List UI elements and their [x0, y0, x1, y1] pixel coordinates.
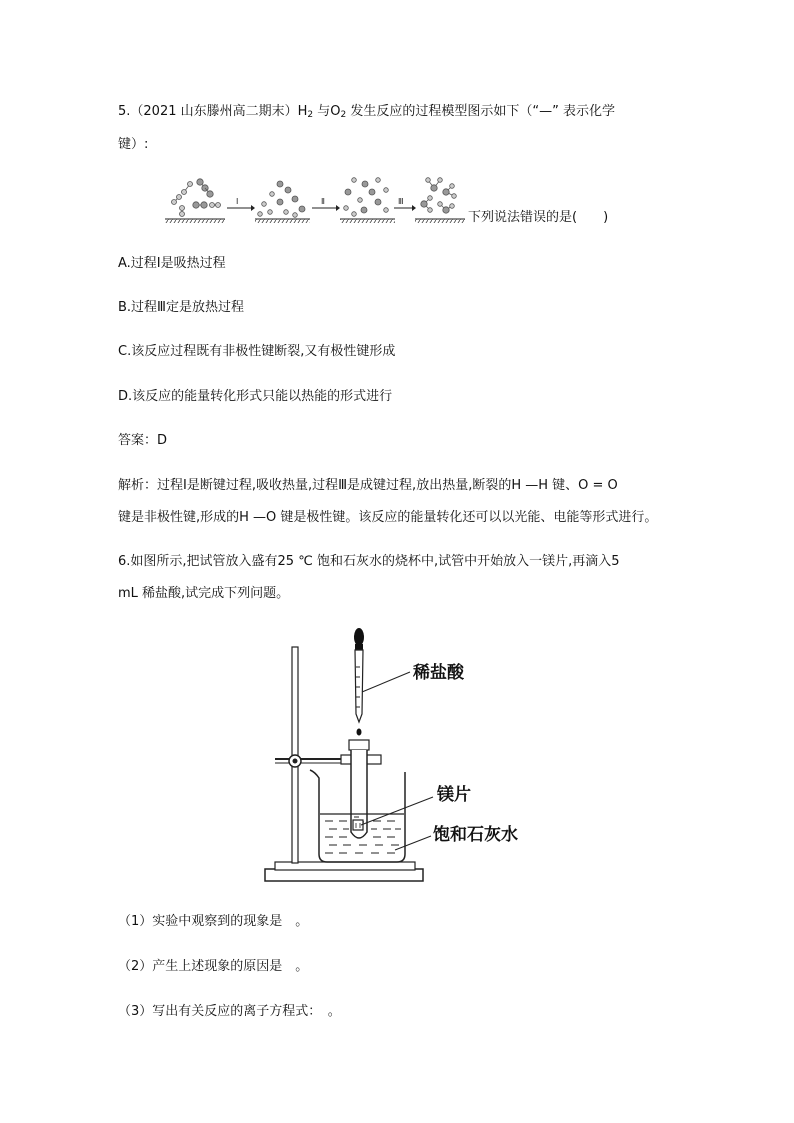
- stage2-atoms: [258, 181, 305, 217]
- reaction-process-figure: [160, 172, 470, 232]
- q5-analysis-line1: 解析：过程Ⅰ是断键过程,吸收热量,过程Ⅲ是成键过程,放出热量,断裂的H —H 键、O = O: [118, 478, 618, 493]
- q5-option-a: A.过程Ⅰ是吸热过程: [118, 256, 226, 271]
- q5-stem-line1: [118, 103, 615, 124]
- q5-option-c: C.该反应过程既有非极性键断裂,又有极性键形成: [118, 344, 396, 359]
- q5-stem-mid: 与O: [313, 104, 341, 119]
- q5-stem-prefix: 5.（2021 山东滕州高二期末）H: [118, 104, 308, 119]
- o2-subscript: 2: [340, 110, 347, 120]
- dropper: [354, 628, 364, 722]
- q5-option-b: B.过程Ⅲ定是放热过程: [118, 300, 245, 315]
- q6-subquestion-3: （3）写出有关反应的离子方程式： 。: [118, 1004, 341, 1019]
- arrow-stage-2: [312, 197, 340, 211]
- q5-option-d: D.该反应的能量转化形式只能以热能的形式进行: [118, 389, 393, 404]
- stage-label-3: Ⅲ: [398, 197, 404, 206]
- q5-stem-line2: 键）:: [118, 137, 149, 152]
- q6-stem-line1: 6.如图所示,把试管放入盛有25 ℃ 饱和石灰水的烧杯中,试管中开始放入一镁片,再滴入5: [118, 554, 620, 569]
- stage-label-2: Ⅱ: [321, 197, 325, 206]
- stage1-molecules: [172, 179, 221, 217]
- arrow-stage-3: [394, 197, 416, 211]
- q5-answer: 答案：D: [118, 433, 168, 448]
- stage3-atoms: [344, 178, 389, 217]
- limewater-label-leader: [395, 836, 431, 850]
- mg-label-leader: [361, 797, 433, 825]
- arrow-stage-1: [227, 197, 255, 211]
- surface-lines: [165, 219, 465, 223]
- acid-label-leader: [362, 672, 410, 692]
- q5-stem-suffix: 发生反应的过程模型图示如下（“—” 表示化学: [346, 104, 615, 119]
- q6-subquestion-1: （1）实验中观察到的现象是 。: [118, 914, 309, 929]
- mg-label: 镁片: [437, 785, 471, 805]
- q6-stem-line2: mL 稀盐酸,试完成下列问题。: [118, 586, 290, 601]
- limewater-label: 饱和石灰水: [433, 825, 518, 845]
- stage-label-1: Ⅰ: [236, 197, 239, 206]
- stage4-water-molecules: [421, 178, 457, 214]
- acid-label: 稀盐酸: [413, 663, 464, 683]
- apparatus-figure: [255, 622, 555, 887]
- stand-base: [265, 862, 423, 881]
- q5-analysis-line2: 键是非极性键,形成的H —O 键是极性键。该反应的能量转化还可以以光能、电能等形式进行。: [118, 510, 658, 525]
- q5-question: 下列说法错误的是( ): [468, 210, 609, 225]
- h2-subscript: 2: [307, 110, 314, 120]
- q6-subquestion-2: （2）产生上述现象的原因是 。: [118, 959, 309, 974]
